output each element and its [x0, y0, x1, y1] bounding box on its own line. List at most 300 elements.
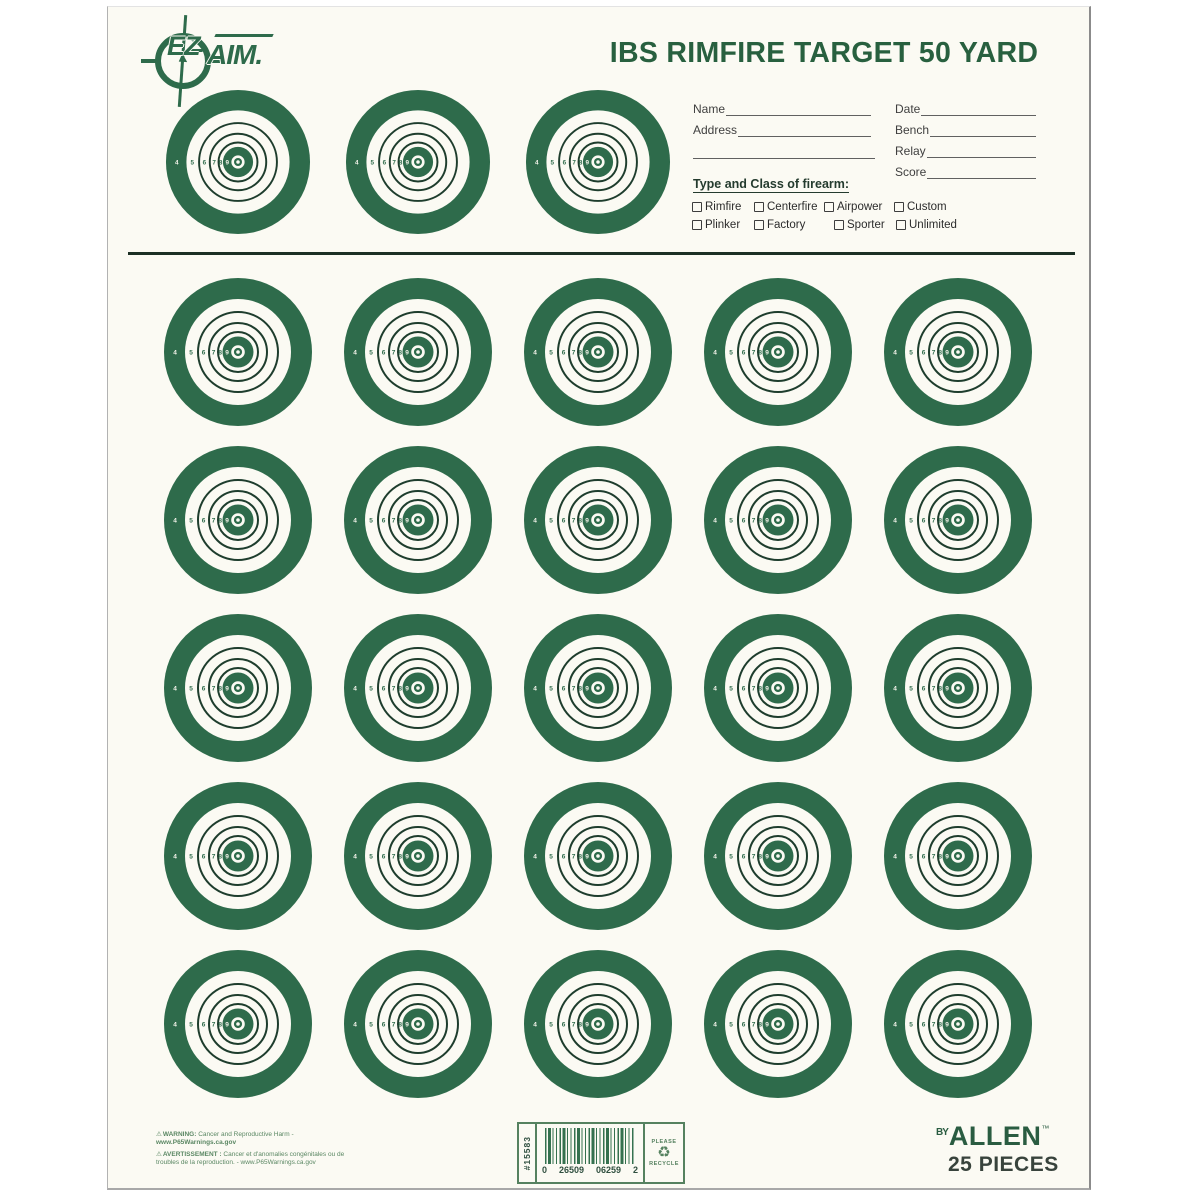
ring-number: 9 — [765, 349, 769, 357]
ring-number: 6 — [381, 349, 386, 357]
ring-number: 6 — [561, 1021, 566, 1029]
ring-number: 6 — [921, 685, 926, 693]
write-in-line — [927, 166, 1036, 179]
crosshair-tick-left — [141, 59, 157, 63]
ring-number: 5 — [369, 853, 373, 861]
x-dot — [236, 686, 240, 690]
ring-number: 7 — [571, 685, 576, 693]
x-dot — [596, 160, 600, 164]
bullseye-target — [883, 277, 1033, 427]
bullseye-target — [883, 781, 1033, 931]
checkbox-custom — [894, 200, 947, 214]
x-dot — [236, 350, 240, 354]
ring-number: 4 — [893, 517, 897, 525]
bullseye-target — [345, 89, 491, 235]
field-bench — [895, 122, 1036, 137]
checkbox-label: Airpower — [837, 201, 883, 213]
ring-number: 5 — [909, 517, 913, 525]
allen-by-mark: BY — [936, 1127, 948, 1138]
ring-number: 9 — [405, 1021, 409, 1029]
field-address — [693, 122, 871, 137]
ring-number: 5 — [369, 517, 373, 525]
ring-number: 8 — [398, 517, 403, 525]
checkbox-plinker — [692, 218, 740, 232]
barcode-digit: 2 — [632, 1165, 638, 1175]
x-dot — [956, 854, 960, 858]
ring-number: 7 — [931, 853, 936, 861]
ring-number: 9 — [405, 853, 409, 861]
ring-number: 8 — [578, 159, 583, 167]
ring-number: 4 — [713, 349, 717, 357]
ring-number: 5 — [370, 159, 375, 167]
checkbox-icon — [692, 220, 702, 230]
ring-number: 6 — [561, 685, 566, 693]
warning-english: ⚠WARNING: Cancer and Reproductive Harm - www.P65Warnings.ca.gov — [156, 1131, 294, 1146]
ring-number: 4 — [893, 1021, 897, 1029]
bullseye-target — [523, 949, 673, 1099]
ring-number: 4 — [713, 1021, 717, 1029]
checkbox-label: Custom — [907, 201, 947, 213]
checkbox-rimfire — [692, 200, 741, 214]
write-in-line — [930, 124, 1036, 137]
bullseye-target — [883, 949, 1033, 1099]
ring-number: 8 — [758, 349, 763, 357]
bullseye-target — [703, 949, 853, 1099]
ring-number: 6 — [561, 349, 566, 357]
x-dot — [776, 686, 780, 690]
x-dot — [236, 1022, 240, 1026]
checkbox-label: Centerfire — [767, 201, 818, 213]
ring-number: 5 — [549, 1021, 553, 1029]
ring-number: 7 — [391, 853, 396, 861]
ring-number: 8 — [398, 1021, 403, 1029]
checkbox-label: Unlimited — [909, 219, 957, 231]
field-name — [693, 101, 871, 116]
ring-number: 8 — [578, 349, 583, 357]
barcode-bars — [545, 1128, 635, 1164]
write-in-line — [921, 103, 1036, 116]
ring-number: 8 — [578, 853, 583, 861]
ring-number: 5 — [729, 349, 733, 357]
ring-number: 6 — [921, 517, 926, 525]
checkbox-label: Plinker — [705, 219, 741, 231]
x-dot — [416, 350, 420, 354]
ring-number: 8 — [218, 685, 223, 693]
ring-number: 4 — [354, 159, 359, 167]
ring-number: 9 — [405, 685, 409, 693]
sku-number: #15583 — [522, 1135, 532, 1171]
ring-number: 6 — [741, 1021, 746, 1029]
ring-number: 5 — [369, 685, 373, 693]
field-address-line2 — [693, 144, 875, 159]
ring-number: 8 — [578, 1021, 583, 1029]
x-dot — [776, 854, 780, 858]
bullseye-target — [343, 445, 493, 595]
ring-number: 8 — [398, 685, 403, 693]
x-dot — [596, 686, 600, 690]
ring-number: 7 — [211, 517, 216, 525]
field-label: Name — [693, 102, 726, 116]
ring-number: 7 — [571, 1021, 576, 1029]
ring-number: 7 — [211, 349, 216, 357]
ring-number: 6 — [381, 853, 386, 861]
ring-number: 5 — [189, 685, 193, 693]
ring-number: 5 — [729, 853, 733, 861]
ring-number: 8 — [218, 517, 223, 525]
ring-number: 9 — [405, 349, 409, 357]
recycle-text: PLEASE — [651, 1139, 677, 1145]
x-dot — [776, 350, 780, 354]
bullseye-target — [165, 89, 311, 235]
prop65-warnings — [156, 1131, 391, 1166]
checkbox-sporter — [834, 218, 885, 232]
bullseye-target — [343, 949, 493, 1099]
bullseye-target — [343, 781, 493, 931]
x-dot — [416, 1022, 420, 1026]
ring-number: 8 — [938, 349, 943, 357]
ring-number: 7 — [391, 517, 396, 525]
bullseye-target — [525, 89, 671, 235]
ring-number: 8 — [758, 1021, 763, 1029]
bullseye-target — [523, 445, 673, 595]
ring-number: 7 — [751, 517, 756, 525]
ring-number: 7 — [211, 1021, 216, 1029]
write-in-line — [738, 124, 871, 137]
barcode-sku — [519, 1124, 537, 1182]
ring-number: 4 — [353, 1021, 357, 1029]
ring-number: 4 — [893, 349, 897, 357]
ring-number: 8 — [938, 517, 943, 525]
ring-number: 9 — [225, 853, 229, 861]
write-in-line — [726, 103, 871, 116]
ring-number: 6 — [381, 517, 386, 525]
x-dot — [956, 1022, 960, 1026]
ring-number: 4 — [533, 853, 537, 861]
ring-number: 8 — [758, 853, 763, 861]
ring-number: 5 — [549, 349, 553, 357]
field-label: Relay — [895, 144, 926, 158]
logo-text-aim: AIM. — [207, 39, 263, 70]
bullseye-target — [523, 277, 673, 427]
bullseye-target — [883, 613, 1033, 763]
x-dot — [236, 518, 240, 522]
ring-number: 7 — [931, 517, 936, 525]
ring-number: 7 — [931, 1021, 936, 1029]
checkbox-icon — [754, 220, 764, 230]
ring-number: 4 — [353, 349, 357, 357]
ring-number: 9 — [585, 159, 590, 167]
ring-number: 6 — [381, 1021, 386, 1029]
checkbox-label: Sporter — [847, 219, 885, 231]
bullseye-target — [703, 277, 853, 427]
ring-number: 5 — [369, 349, 373, 357]
x-dot — [956, 686, 960, 690]
ring-number: 4 — [534, 159, 539, 167]
ring-number: 8 — [218, 349, 223, 357]
ring-number: 9 — [585, 349, 589, 357]
ring-number: 4 — [533, 517, 537, 525]
ring-number: 6 — [201, 853, 206, 861]
ring-number: 5 — [189, 517, 193, 525]
bullseye-target — [163, 277, 313, 427]
ring-number: 9 — [585, 517, 589, 525]
field-label: Date — [895, 102, 921, 116]
ring-number: 9 — [945, 1021, 949, 1029]
x-dot — [596, 350, 600, 354]
x-dot — [416, 686, 420, 690]
ring-number: 4 — [173, 685, 177, 693]
page-title: IBS RIMFIRE TARGET 50 YARD — [609, 37, 1039, 69]
write-in-line — [693, 146, 875, 159]
barcode-digits — [541, 1165, 639, 1175]
recycle-text: RECYCLE — [649, 1161, 679, 1167]
ring-number: 7 — [212, 159, 216, 167]
upc-barcode — [537, 1124, 643, 1182]
checkbox-icon — [824, 202, 834, 212]
ring-number: 4 — [174, 159, 179, 167]
checkbox-label: Factory — [767, 219, 806, 231]
x-dot — [416, 518, 420, 522]
warning-triangle-icon: ⚠ — [156, 1151, 162, 1159]
ring-number: 9 — [225, 685, 229, 693]
ring-number: 7 — [571, 349, 576, 357]
checkbox-icon — [834, 220, 844, 230]
ring-number: 6 — [921, 853, 926, 861]
ring-number: 9 — [225, 349, 229, 357]
ring-number: 7 — [571, 853, 576, 861]
ring-number: 9 — [585, 685, 589, 693]
x-dot — [596, 854, 600, 858]
ring-number: 6 — [741, 685, 746, 693]
bullseye-target — [163, 613, 313, 763]
target-sheet — [107, 6, 1091, 1190]
ring-number: 5 — [550, 159, 555, 167]
ring-number: 7 — [751, 853, 756, 861]
pieces-count: 25 PIECES — [948, 1153, 1059, 1176]
bullseye-target — [343, 613, 493, 763]
barcode-digit: 0 — [542, 1165, 548, 1175]
ring-number: 7 — [391, 349, 396, 357]
bullseye-target — [163, 781, 313, 931]
ring-number: 9 — [765, 853, 769, 861]
ring-number: 6 — [381, 685, 386, 693]
ring-number: 9 — [945, 517, 949, 525]
recycle-icon: ♻ — [657, 1144, 671, 1161]
field-relay — [895, 143, 1036, 158]
ring-number: 4 — [713, 853, 717, 861]
ring-number: 7 — [751, 349, 756, 357]
x-dot — [776, 518, 780, 522]
ring-number: 5 — [729, 685, 733, 693]
ring-number: 6 — [921, 349, 926, 357]
barcode-digit: 26509 — [558, 1165, 585, 1175]
checkbox-unlimited — [896, 218, 957, 232]
field-label: Bench — [895, 123, 930, 137]
ring-number: 6 — [201, 349, 206, 357]
ring-number: 4 — [173, 1021, 177, 1029]
checkbox-airpower — [824, 200, 882, 214]
ring-number: 9 — [585, 853, 589, 861]
ring-number: 8 — [218, 159, 223, 167]
ring-number: 4 — [533, 685, 537, 693]
ring-number: 9 — [765, 685, 769, 693]
checkbox-icon — [754, 202, 764, 212]
x-dot — [596, 1022, 600, 1026]
ring-number: 6 — [201, 685, 206, 693]
ring-number: 8 — [398, 349, 403, 357]
barcode-block — [517, 1122, 685, 1184]
logo-overline — [214, 34, 273, 37]
ring-number: 4 — [173, 517, 177, 525]
ring-number: 5 — [549, 517, 553, 525]
ring-number: 9 — [765, 1021, 769, 1029]
ring-number: 8 — [398, 853, 403, 861]
bullseye-target — [523, 613, 673, 763]
ring-number: 7 — [391, 1021, 396, 1029]
barcode-digit: 06259 — [595, 1165, 622, 1175]
ring-number: 6 — [201, 517, 206, 525]
logo-text-ez: EZ — [167, 31, 200, 61]
bullseye-target — [163, 445, 313, 595]
bullseye-target — [163, 949, 313, 1099]
ring-number: 4 — [173, 853, 177, 861]
ring-number: 4 — [173, 349, 177, 357]
ring-number: 5 — [909, 1021, 913, 1029]
ring-number: 4 — [533, 1021, 537, 1029]
ring-number: 6 — [741, 517, 746, 525]
checkbox-icon — [894, 202, 904, 212]
write-in-line — [927, 145, 1036, 158]
recycle-box — [643, 1124, 683, 1182]
ring-number: 7 — [751, 1021, 756, 1029]
checkbox-icon — [896, 220, 906, 230]
x-dot — [416, 854, 420, 858]
x-dot — [596, 518, 600, 522]
ring-number: 4 — [353, 685, 357, 693]
x-dot — [416, 160, 420, 164]
ring-number: 4 — [353, 853, 357, 861]
bullseye-target — [703, 445, 853, 595]
bullseye-target — [523, 781, 673, 931]
checkbox-factory — [754, 218, 805, 232]
ring-number: 9 — [945, 349, 949, 357]
section-divider — [128, 252, 1075, 255]
ring-number: 9 — [585, 1021, 589, 1029]
ring-number: 6 — [562, 159, 567, 167]
checkbox-label: Rimfire — [705, 201, 742, 213]
ring-number: 4 — [893, 685, 897, 693]
ring-number: 8 — [578, 685, 583, 693]
ring-number: 8 — [578, 517, 583, 525]
ring-number: 4 — [353, 517, 357, 525]
checkbox-icon — [692, 202, 702, 212]
ring-number: 8 — [938, 853, 943, 861]
ring-number: 6 — [201, 1021, 206, 1029]
ring-number: 5 — [549, 685, 553, 693]
ring-number: 9 — [225, 517, 229, 525]
ring-number: 4 — [893, 853, 897, 861]
ring-number: 6 — [921, 1021, 926, 1029]
ring-number: 7 — [211, 685, 216, 693]
ring-number: 5 — [190, 159, 195, 167]
field-label: Address — [693, 123, 738, 137]
x-dot — [236, 854, 240, 858]
bullseye-target — [343, 277, 493, 427]
ring-number: 6 — [561, 853, 566, 861]
ring-number: 5 — [909, 853, 913, 861]
ring-number: 7 — [211, 853, 216, 861]
field-date — [895, 101, 1036, 116]
x-dot — [956, 518, 960, 522]
ring-number: 7 — [931, 685, 936, 693]
ring-number: 8 — [218, 853, 223, 861]
ring-number: 7 — [751, 685, 756, 693]
ring-number: 9 — [225, 159, 230, 167]
bullseye-target — [883, 445, 1033, 595]
ring-number: 4 — [713, 517, 717, 525]
x-dot — [776, 1022, 780, 1026]
ring-number: 5 — [729, 517, 733, 525]
ring-number: 6 — [561, 517, 566, 525]
checkbox-centerfire — [754, 200, 818, 214]
ring-number: 9 — [945, 853, 949, 861]
allen-name: ALLEN — [948, 1121, 1042, 1151]
ring-number: 6 — [202, 159, 207, 167]
ring-number: 6 — [382, 159, 387, 167]
bullseye-target — [703, 613, 853, 763]
ring-number: 5 — [189, 349, 193, 357]
ring-number: 5 — [189, 1021, 193, 1029]
ring-number: 4 — [713, 685, 717, 693]
ring-number: 5 — [189, 853, 193, 861]
x-dot — [236, 160, 240, 164]
ring-number: 7 — [571, 517, 576, 525]
field-score — [895, 164, 1036, 179]
ring-number: 5 — [729, 1021, 733, 1029]
ring-number: 5 — [549, 853, 553, 861]
ring-number: 8 — [218, 1021, 223, 1029]
warning-french: ⚠AVERTISSEMENT : Cancer et d'anomalies congénitales ou de troubles de la reproduction. - www.P65Warnings.ca.gov — [156, 1151, 345, 1166]
ring-number: 8 — [758, 517, 763, 525]
ring-number: 9 — [405, 517, 409, 525]
ring-number: 6 — [741, 349, 746, 357]
field-label: Score — [895, 165, 927, 179]
ring-number: 7 — [392, 159, 396, 167]
ring-number: 9 — [405, 159, 410, 167]
x-dot — [956, 350, 960, 354]
ring-number: 5 — [909, 685, 913, 693]
ring-number: 7 — [931, 349, 936, 357]
ring-number: 8 — [938, 685, 943, 693]
ring-number: 8 — [758, 685, 763, 693]
ring-number: 5 — [369, 1021, 373, 1029]
ring-number: 5 — [909, 349, 913, 357]
ring-number: 4 — [533, 349, 537, 357]
ring-number: 9 — [765, 517, 769, 525]
ring-number: 6 — [741, 853, 746, 861]
ring-number: 7 — [572, 159, 576, 167]
firearm-class-heading: Type and Class of firearm: — [693, 177, 850, 191]
allen-logo — [936, 1121, 1049, 1152]
ring-number: 8 — [938, 1021, 943, 1029]
trademark-mark: ™ — [1041, 1124, 1050, 1133]
bullseye-target — [703, 781, 853, 931]
ring-number: 7 — [391, 685, 396, 693]
warning-triangle-icon: ⚠ — [156, 1131, 162, 1138]
ring-number: 8 — [398, 159, 403, 167]
ring-number: 9 — [945, 685, 949, 693]
ring-number: 9 — [225, 1021, 229, 1029]
